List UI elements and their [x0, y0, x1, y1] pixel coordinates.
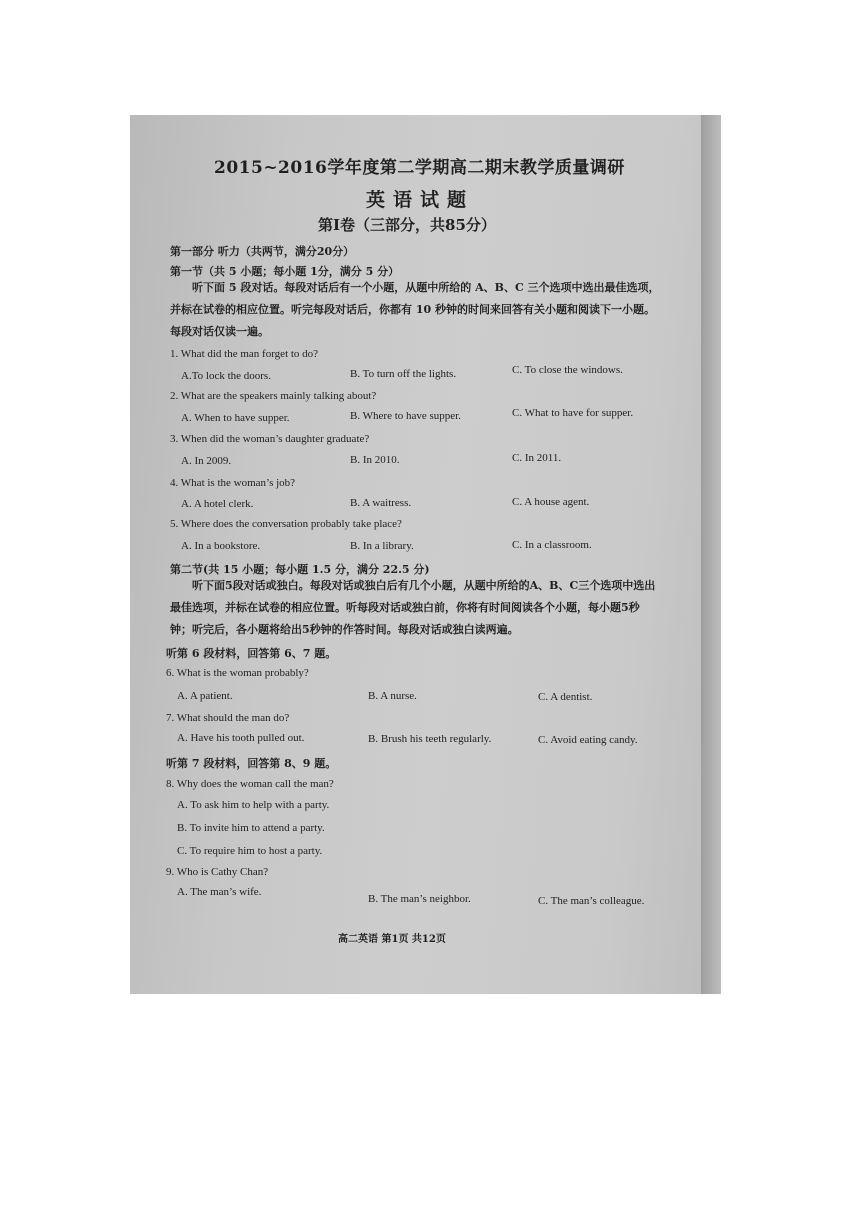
option-8a: A. To ask him to help with a party.: [177, 799, 330, 811]
option-2a: A. When to have supper.: [181, 412, 290, 424]
option-2c: C. What to have for supper.: [512, 407, 634, 419]
option-6c: C. A dentist.: [538, 691, 593, 703]
question-2: 2. What are the speakers mainly talking about?: [170, 390, 377, 402]
option-1b: B. To turn off the lights.: [350, 368, 457, 380]
option-5c: C. In a classroom.: [512, 539, 592, 551]
material-7-note: 听第 7 段材料，回答第 8、9 题。: [166, 757, 337, 770]
part1-heading: 第一部分 听力（共两节，满分20分）: [170, 245, 355, 258]
option-5a: A. In a bookstore.: [181, 540, 261, 552]
section2-heading: 第二节(共 15 小题；每小题 1.5 分，满分 22.5 分): [170, 563, 430, 576]
option-4c: C. A house agent.: [512, 496, 590, 508]
option-2b: B. Where to have supper.: [350, 410, 461, 422]
option-4b: B. A waitress.: [350, 497, 412, 509]
option-8c: C. To require him to host a party.: [177, 845, 323, 857]
option-7a: A. Have his tooth pulled out.: [177, 732, 305, 744]
section1-heading: 第一节（共 5 小题；每小题 1分，满分 5 分）: [170, 265, 400, 278]
material-6-note: 听第 6 段材料，回答第 6、7 题。: [166, 647, 337, 660]
question-4: 4. What is the woman’s job?: [170, 477, 296, 489]
option-3a: A. In 2009.: [181, 455, 232, 467]
exam-title: 2015~2016学年度第二学期高二期末教学质量调研: [214, 158, 625, 178]
question-5: 5. Where does the conversation probably take place?: [170, 518, 402, 530]
paper-edge-shadow: [701, 115, 721, 994]
option-6b: B. A nurse.: [368, 690, 417, 702]
option-9b: B. The man’s neighbor.: [368, 893, 471, 905]
option-9c: C. The man’s colleague.: [538, 895, 645, 907]
option-1c: C. To close the windows.: [512, 364, 623, 376]
option-7c: C. Avoid eating candy.: [538, 734, 638, 746]
option-8b: B. To invite him to attend a party.: [177, 822, 325, 834]
option-6a: A. A patient.: [177, 690, 233, 702]
exam-page-photo: [130, 115, 721, 994]
page-footer: 高二英语 第1页 共12页: [338, 934, 446, 945]
section1-instructions: 听下面 5 段对话。每段对话后有一个小题，从题中所给的 A、B、C 三个选项中选出最佳选项，并标在试卷的相应位置。听完每段对话后，你都有 10 秒钟的时间来回答有关小题和阅读下一小题。每段对话仅读一遍。: [170, 281, 660, 338]
option-1a: A.To lock the doors.: [181, 370, 271, 382]
option-3c: C. In 2011.: [512, 452, 562, 464]
question-6: 6. What is the woman probably?: [166, 667, 309, 679]
option-3b: B. In 2010.: [350, 454, 400, 466]
option-5b: B. In a library.: [350, 540, 414, 552]
option-7b: B. Brush his teeth regularly.: [368, 733, 492, 745]
section2-instructions: 听下面5段对话或独白。每段对话或独白后有几个小题，从题中所给的A、B、C三个选项中选出最佳选项，并标在试卷的相应位置。听每段对话或独白前，你将有时间阅读各个小题，每小题5秒钟；听完后，各小题将给出5秒钟的作答时间。每段对话或独白读两遍。: [170, 579, 656, 636]
option-9a: A. The man’s wife.: [177, 886, 262, 898]
question-9: 9. Who is Cathy Chan?: [166, 866, 269, 878]
question-7: 7. What should the man do?: [166, 712, 290, 724]
subject-title: 英语试题: [366, 189, 475, 211]
option-4a: A. A hotel clerk.: [181, 498, 254, 510]
question-3: 3. When did the woman’s daughter graduate?: [170, 433, 370, 445]
paper-sheet: [130, 115, 701, 994]
question-1: 1. What did the man forget to do?: [170, 348, 319, 360]
question-8: 8. Why does the woman call the man?: [166, 778, 334, 790]
volume-title: 第Ⅰ卷（三部分，共85分）: [318, 216, 496, 234]
